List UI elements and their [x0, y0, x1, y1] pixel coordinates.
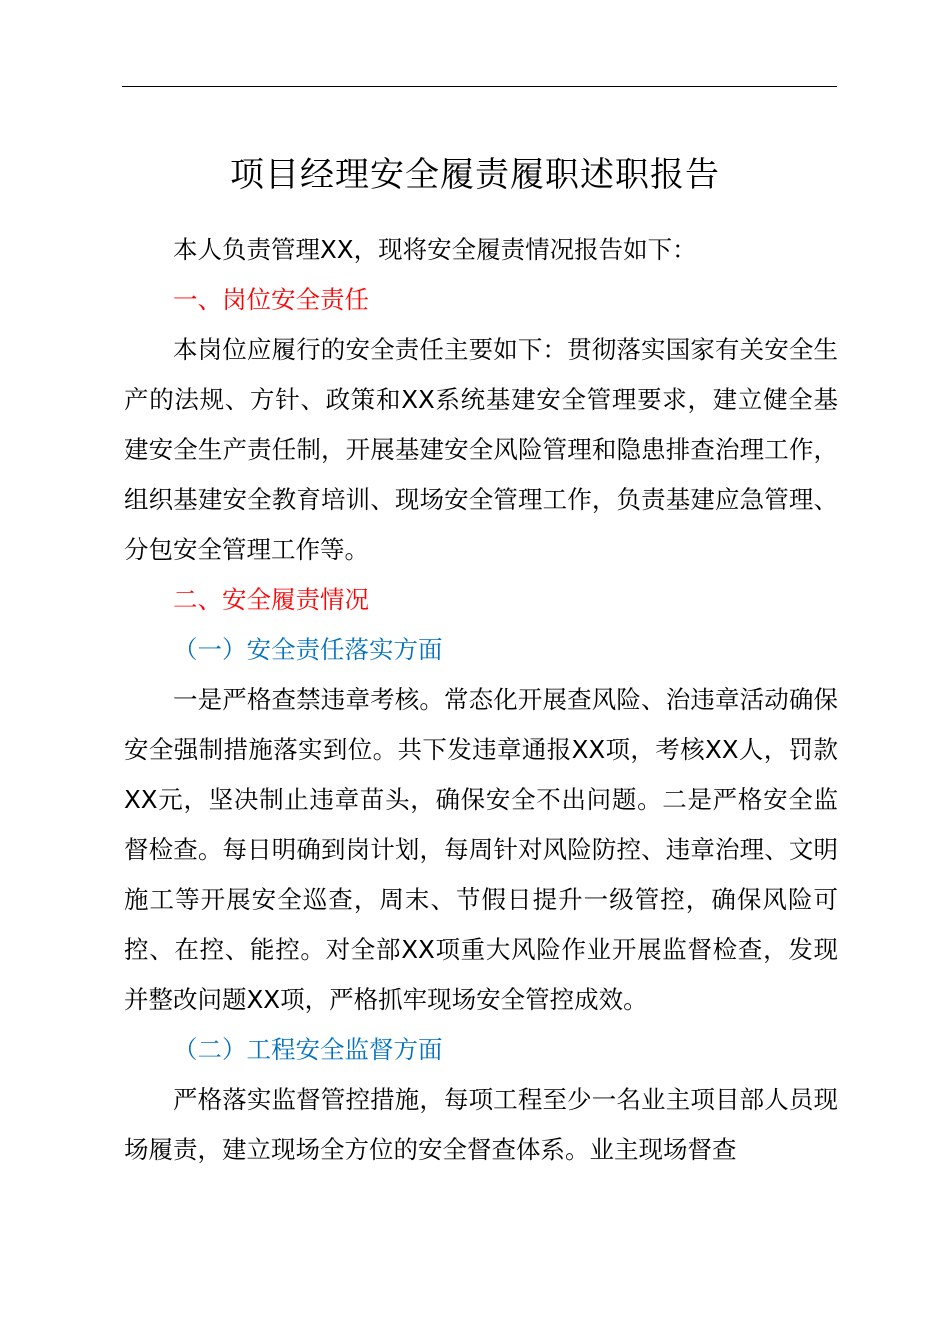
section-1-heading: 一、岗位安全责任 — [173, 285, 369, 314]
header-rule — [122, 86, 837, 87]
subsection-1-heading: （一）安全责任落实方面 — [173, 635, 443, 664]
subsection-2-heading: （二）工程安全监督方面 — [173, 1035, 443, 1064]
intro-paragraph: 本人负责管理XX，现将安全履责情况报告如下： — [173, 235, 697, 264]
subsection-1-paragraph: 一是严格查禁违章考核。常态化开展查风险、治违章活动确保安全强制措施落实到位。共下发违章通报XX项，考核XX人，罚款XX元，坚决制止违章苗头，确保安全不出问题。二是严格安全监督检查。每日明确到岗计划，每周针对风险防控、违章治理、文明施工等开展安全巡查，周末、节假日提升一级管控，确保风险可控、在控、能控。对全部XX项重大风险作业开展监督检查，发现并整改问题XX项，严格抓牢现场安全管控成效。 — [124, 685, 838, 1014]
document-body — [124, 225, 838, 1175]
section-1-paragraph: 本岗位应履行的安全责任主要如下：贯彻落实国家有关安全生产的法规、方针、政策和XX系统基建安全管理要求，建立健全基建安全生产责任制，开展基建安全风险管理和隐患排查治理工作，组织基建安全教育培训、现场安全管理工作，负责基建应急管理、分包安全管理工作等。 — [124, 335, 838, 564]
section-2-heading: 二、安全履责情况 — [173, 585, 369, 614]
subsection-2-paragraph: 严格落实监督管控措施，每项工程至少一名业主项目部人员现场履责，建立现场全方位的安全督查体系。业主现场督查 — [124, 1085, 838, 1164]
document-title: 项目经理安全履责履职述职报告 — [230, 155, 720, 195]
